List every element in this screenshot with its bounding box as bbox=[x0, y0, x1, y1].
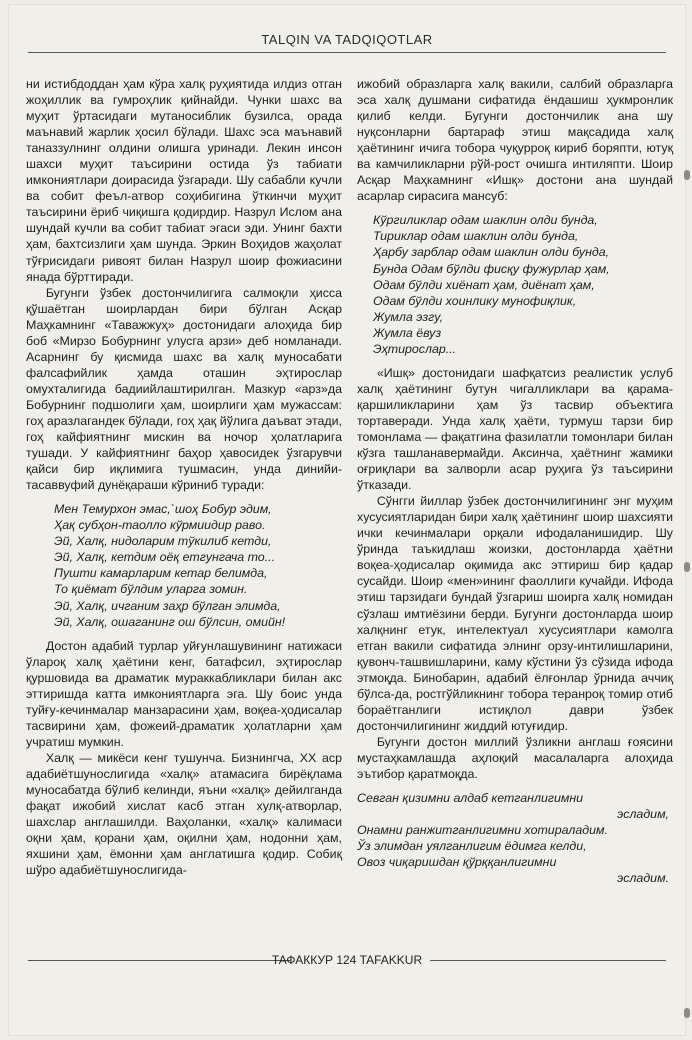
verse-line: Онамни ранжитганлигимни хотираладим. bbox=[357, 823, 608, 838]
paragraph: Халқ — микёси кенг тушунча. Бизнингча, XX аср адабиётшунослигида «халқ» атамасига бирёқлама муносабатда бўлиб келинди, яъни «халқ» дейилганда фақат ижобий хислат касб этган хулқ-атворлар, шахслар англашилди. Ваҳоланки, «халқ» калимаси оқни ҳам, қорани ҳам, оқилни ҳам, нодонни ҳам, яхшини ҳам, ёмонни ҳам англатишга қодир. Собиқ шўро адабиётшунослигида- bbox=[26, 750, 342, 878]
verse-line: Тириклар одам шаклин олди бунда, bbox=[373, 229, 579, 244]
verse-line: Жумла ёвуз bbox=[373, 325, 442, 340]
verse-line: Севган қизимни алдаб кетганлигимни bbox=[357, 791, 584, 806]
paragraph: ни истибдоддан ҳам кўра халқ руҳиятида илдиз отган жоҳиллик ва гумроҳлик қийнайди. Чунки шахс ва муҳит ўртасидаги мутаносиблик бузилса, орада маънавий жарлик ҳосил бўлади. Шахс эса маънавий таназзулнинг олдини олишга уринади. Лекин инсон шахси муҳит таъсирини остида ўз табиати имкониятлари доирасида ўзгаради. Шу сабабли кучли ва собит феъл-атвор соҳибигина ўткинчи муҳит таъсирини ёриб чиқишга қодирдир. Назрул Ислом ана шундай кучли ва собит табиат эгаси эди. Унинг бахти ҳам, бахтсизлиги ҳам шунда. Эркин Воҳидов жаҳолат тўғрисидаги ривоят билан Назрул шоир фожиасини янада бўрттиради. bbox=[26, 77, 342, 284]
verse-line: Эй, Халқ, нидоларим тўкилиб кетди, bbox=[54, 534, 272, 549]
header-rule bbox=[28, 52, 666, 53]
verse-line: эсладим. bbox=[617, 871, 669, 886]
verse-line: Пушти камарларим кетар белимда, bbox=[54, 566, 268, 581]
verse-line: То қиёмат бўлдим уларга зомин. bbox=[54, 582, 248, 597]
left-column bbox=[26, 76, 342, 878]
verse-line: Эй, Халқ, ичганим заҳр бўлган элимда, bbox=[54, 598, 281, 613]
scan-edge-mark bbox=[684, 562, 690, 572]
verse-line: Ҳақ субҳон-таолло кўрмиидир раво. bbox=[54, 518, 266, 533]
paragraph: «Ишқ» достонидаги шафқатсиз реалистик услуб халқ ҳаётининг бутун чигалликлари ва қарама-қаршиликларини ҳам ўз тасвир объектига тортаверади. Унда халқ ҳаёти, турмуш тарзи бир томонлама — фақатгина фазилатли томонлари билан кўзга ташланавермайди. Аксинча, ҳаётнинг жамики оғриқлари ва залворли асар руҳига ўз таъсирини ўтказади. bbox=[357, 365, 673, 493]
verse-line: Овоз чиқаришдан қўрққанлигимни bbox=[357, 855, 557, 870]
scan-edge-mark bbox=[684, 1008, 690, 1018]
verse-line: Мен Темурхон эмас,`шоҳ Бобур эдим, bbox=[54, 502, 272, 517]
verse-line: Одам бўлди хоинлику мунофиқлик, bbox=[373, 293, 577, 308]
verse-line: Эй, Халқ, ошаганинг ош бўлсин, омийн! bbox=[54, 614, 286, 629]
verse-line: Бунда Одам бўлди фисқу фужурлар ҳам, bbox=[373, 261, 610, 276]
paragraph: ижобий образларга халқ вакили, салбий образларга эса халқ душмани сифатида ёндашиш ҳукмронлик қилиб келди. Бугунги достончилик ана шу нуқсонларни бартараф этиш мақсадида халқ ҳаётининг ичига тобора чуқурроқ кириб боряпти, ютуқ ва камчиликларни рўй-рост очишга интиляпти. Шоир Асқар Маҳкамнинг «Ишқ» достони ана шундай асарлар сирасига мансуб: bbox=[357, 77, 673, 204]
poem-excerpt bbox=[357, 212, 673, 356]
verse-line: Жумла эзгу, bbox=[373, 309, 444, 324]
scan-edge-mark bbox=[684, 170, 690, 180]
page-footer: ТАФАККУР 124 TAFAKKUR bbox=[271, 953, 423, 967]
verse-line: Ўз элимдан уялганлигим ёдимга келди, bbox=[357, 839, 587, 854]
verse-line: эсладим, bbox=[617, 807, 669, 822]
verse-line: Эй, Халқ, кетдим оёқ етгунгача то... bbox=[54, 550, 276, 565]
right-column bbox=[357, 76, 673, 894]
paragraph: Бугунги достон миллий ўзликни англаш ғоясини мустаҳкамлашда аҳлоқий масалаларга алоҳида эътибор қаратмоқда. bbox=[357, 734, 673, 781]
verse-line: Кўргиликлар одам шаклин олди бунда, bbox=[373, 213, 598, 228]
footer-rule bbox=[430, 960, 666, 961]
paragraph: Сўнгги йиллар ўзбек достончилигининг энг муҳим хусусиятларидан бири халқ ҳаётининг шоир шахсияти ички кечинмалари орқали ифодаланишидир. Шу ўринда таъкидлаш жоизки, достонларда ҳаётни воқеа-ҳодисалар оқимида акс эттириш бир қадар сусайди. Шоир «мен»ининг фаоллиги кучайди. Ифода этиш тарзидаги бундай ўзгариш шоирга халқ номидан сўзлаш имтиёзини берди. Бугунги достонларда шоир халқнинг етук, интелектуал хусусиятлари камолга етган вакили сифатида элнинг орзу-интилишларини, қувонч-ташвишларини, каму кўстини ўз сўзида ифода этмоқда. Бинобарин, адабий ёлғонлар ўрнида аччиқ бўлса-да, ростгўйликнинг тобора теранроқ томир отиб бораётганлиги истиқлол даври ўзбек достончилигининг жиддий ютуғидир. bbox=[357, 494, 673, 733]
poem-excerpt bbox=[357, 790, 673, 886]
magazine-page bbox=[8, 4, 686, 1036]
running-header: TALQIN VA TADQIQOTLAR bbox=[261, 32, 433, 47]
verse-line: Ҳарбу зарблар одам шаклин олди бунда, bbox=[373, 245, 610, 260]
poem-excerpt bbox=[26, 501, 342, 629]
verse-line: Эҳтирослар... bbox=[373, 341, 457, 356]
paragraph: Бугунги ўзбек достончилигига салмоқли ҳисса қўшаётган шоирлардан бири бўлган Асқар Маҳкамнинг «Таважжуҳ» достонидаги алоҳида бир боб «Мирзо Бобурнинг улусга арзи» деб номланади. Асарнинг бу қисмида шахс ва халқ муносабати фалсафийлик ҳамда оташин эҳтирослар омухталигида бадиийлаштирилган. Мазкур «арз»да Бобурнинг подшолиги ҳам, шоирлиги ҳам мужассам: гоҳ аразлагандек бўлади, гоҳ ҳақ йўлига даъват этади, гоҳ кайфиятнинг мискин ва ночор ҳолатларига тушади. У кайфиятнинг баҳор ҳавосидек ўзгарувчи қайси бир иқлимига тушмасин, унда динийи-тасаввуфий дунёқараши кўриниб туради: bbox=[26, 285, 342, 493]
paragraph: Достон адабий турлар уйғунлашувининг натижаси ўлароқ халқ ҳаётини кенг, батафсил, эҳтирослар қуршовида ва драматик мураккабликлари билан акс эттиришда катта имкониятларга эга. Шу боис унда туйғу-кечинмалар манзарасини ҳам, воқеа-ҳодисалар тасвирини ҳам, фожеий-драматик ҳолатларни ҳам учратиш мумкин. bbox=[26, 638, 342, 749]
verse-line: Одам бўлди хиёнат ҳам, диёнат ҳам, bbox=[373, 277, 595, 292]
